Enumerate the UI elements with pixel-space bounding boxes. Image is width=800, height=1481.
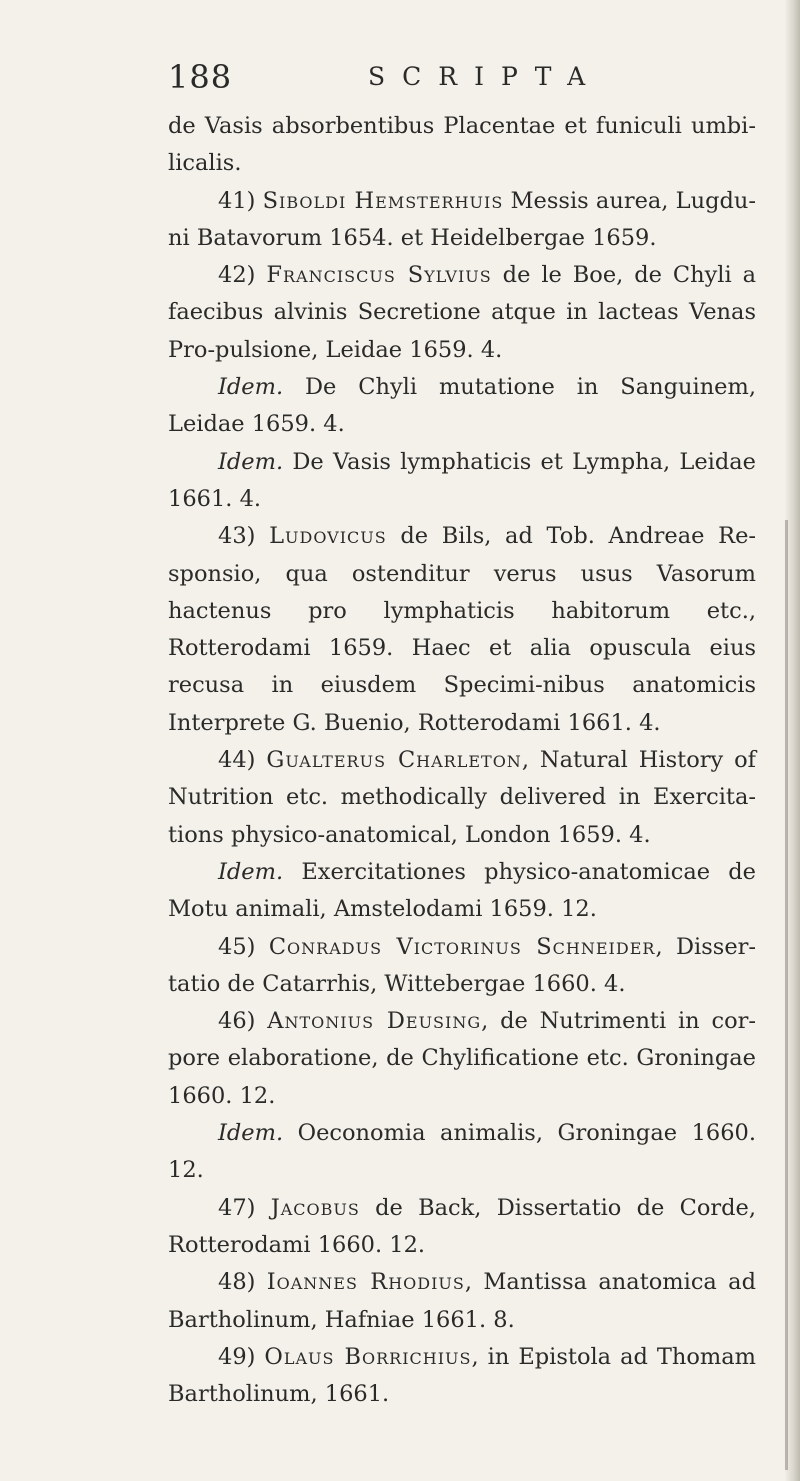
entry-author: Franciscus Sylvius [266, 262, 492, 289]
entry-text: de Vasis absorbentibus Placentae et funiculi umbi-licalis. [168, 113, 756, 177]
page-edge-line [785, 520, 788, 1470]
entry-text: de le Boe, de Chyli a faecibus alvinis Secretione atque in lacteas Venas Pro-pulsione, Leidae 1659. 4. [168, 262, 757, 363]
entry-number: 47) [218, 1194, 256, 1221]
entry-text: Messis aurea, Lugdu-ni Batavorum 1654. et Heidelbergae 1659. [168, 187, 757, 251]
entry-text: , Natural History of Nutrition etc. methodically delivered in Exercita-tions physico-anatomical, London 1659. 4. [168, 747, 757, 848]
entry-author: Antonius Deusing [267, 1008, 482, 1035]
entry-text: Exercitationes physico-anatomicae de Motu animali, Amstelodami 1659. 12. [168, 858, 757, 923]
list-item [168, 742, 756, 854]
entry-number: 41) [218, 187, 256, 214]
entry-idem: Idem. [218, 374, 284, 401]
entry-number: 42) [218, 262, 256, 289]
entry-author: Jacobus [270, 1194, 360, 1221]
list-item [168, 1190, 756, 1265]
entry-text: De Chyli mutatione in Sanguinem, Leidae 1659. 4. [168, 374, 756, 438]
list-item [168, 257, 756, 369]
entry-text: de Back, Dissertatio de Corde, Rotterodami 1660. 12. [168, 1194, 757, 1258]
list-item [168, 1115, 756, 1190]
entry-number: 43) [218, 523, 256, 550]
entry-text: , de Nutrimenti in cor-pore elaboratione, de Chylificatione etc. Groningae 1660. 12. [168, 1008, 756, 1109]
page-header [168, 58, 688, 98]
list-item [168, 929, 756, 1004]
entry-author: Ioannes Rhodius [266, 1269, 465, 1296]
list-item [168, 1264, 756, 1339]
entry-text: De Vasis lymphaticis et Lympha, Leidae 1661. 4. [168, 448, 757, 512]
entry-text: , Mantissa anatomica ad Bartholinum, Hafniae 1661. 8. [168, 1269, 756, 1333]
bibliography-list [168, 108, 756, 1413]
list-item [168, 444, 756, 519]
entry-author: Ludovicus [269, 523, 387, 550]
list-item [168, 108, 756, 183]
list-item [168, 1003, 756, 1115]
list-item [168, 1339, 756, 1414]
entry-author: Olaus Borrichius [264, 1343, 472, 1370]
entry-idem: Idem. [218, 858, 284, 885]
entry-author: Siboldi Hemsterhuis [262, 187, 504, 214]
entry-idem: Idem. [218, 1120, 284, 1147]
page-number: 188 [168, 58, 233, 96]
list-item [168, 854, 756, 929]
entry-text: , Disser-tatio de Catarrhis, Wittebergae 1660. 4. [168, 933, 756, 997]
list-item [168, 183, 756, 258]
entry-number: 46) [218, 1008, 256, 1035]
entry-idem: Idem. [218, 448, 284, 475]
entry-author: Conradus Victorinus Schneider [268, 933, 656, 960]
entry-number: 49) [218, 1343, 256, 1370]
entry-text: , in Epistola ad Thomam Bartholinum, 1661. [168, 1343, 757, 1408]
running-title: SCRIPTA [368, 62, 603, 91]
entry-author: Gualterus Charleton [266, 747, 522, 774]
entry-number: 45) [218, 933, 256, 960]
list-item [168, 369, 756, 444]
list-item [168, 518, 756, 742]
entry-text: de Bils, ad Tob. Andreae Re-sponsio, qua ostenditur verus usus Vasorum hactenus pro lymphaticis habitorum etc., Rotterodami 1659. Haec et alia opuscula eius recusa in eiusdem Specimi-nibus anatomicis Interprete G. Buenio, Rotterodami 1661. 4. [168, 523, 756, 736]
entry-number: 44) [218, 747, 256, 774]
entry-number: 48) [218, 1269, 256, 1296]
entry-text: Oeconomia animalis, Groningae 1660. 12. [168, 1120, 756, 1184]
